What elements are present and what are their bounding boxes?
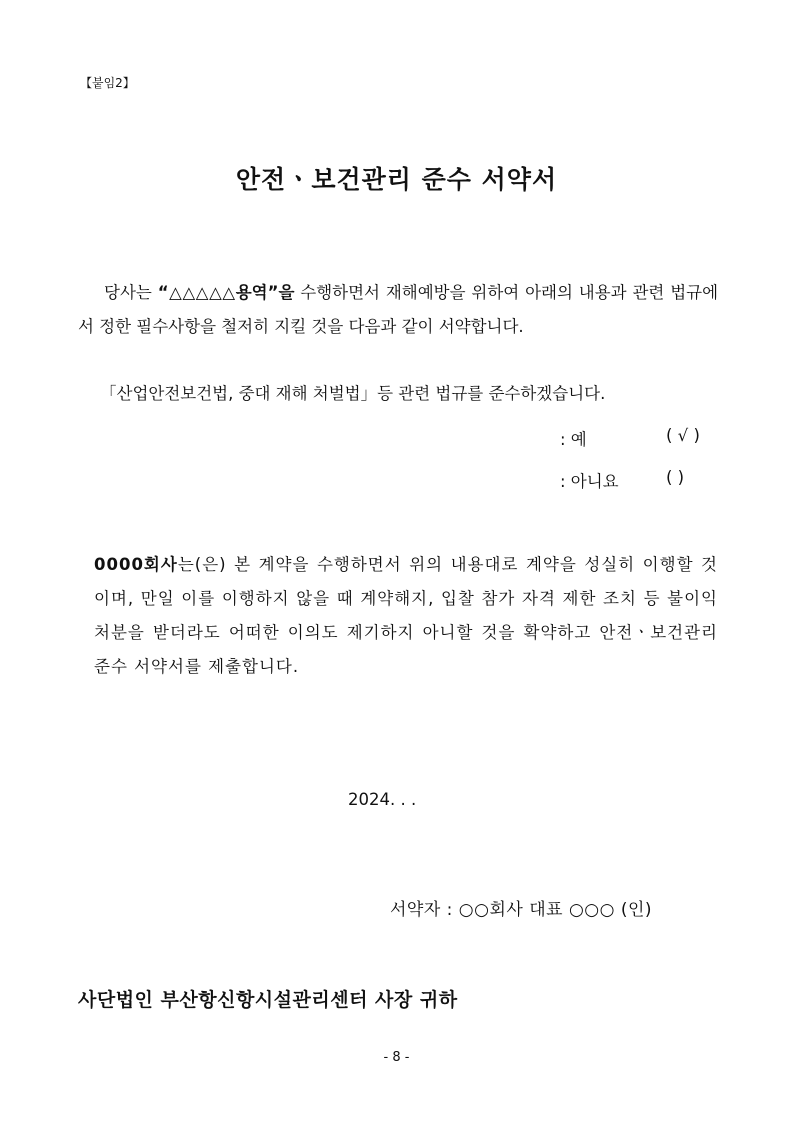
commitment-paragraph — [94, 548, 718, 684]
company-name: 0000회사 — [94, 555, 178, 574]
option-no-checkbox[interactable]: ( ) — [666, 468, 685, 487]
date-line: 2024. . . — [348, 790, 417, 809]
project-name: “△△△△△용역”을 — [157, 283, 295, 302]
page-number: - 8 - — [383, 1050, 410, 1065]
intro-rest: 수행하면서 재해예방을 위하여 아래의 내용과 관련 법규에서 정한 필수사항을 철저히 지킬 것을 다음과 같이 서약합니다. — [78, 283, 719, 336]
intro-paragraph — [78, 276, 718, 344]
pledge-statement: 「산업안전보건법, 중대 재해 처벌법」등 관련 법규를 준수하겠습니다. — [100, 384, 606, 403]
commitment-text: 는(은) 본 계약을 수행하면서 위의 내용대로 계약을 성실히 이행할 것이며, 만일 이를 이행하지 않을 때 계약해지, 입찰 참가 자격 제한 조치 등 불이익 처분을 받더라도 어떠한 이의도 제기하지 아니할 것을 확약하고 안전ㆍ보건관리 준수 서약서를 제출합니다. — [94, 555, 718, 676]
signer-line: 서약자 : ○○회사 대표 ○○○ (인) — [390, 900, 653, 920]
document-title: 안전ㆍ보건관리 준수 서약서 — [235, 165, 558, 194]
recipient-line: 사단법인 부산항신항시설관리센터 사장 귀하 — [78, 989, 458, 1011]
attachment-tag: 【붙임2】 — [80, 76, 135, 90]
intro-lead: 당사는 — [104, 283, 158, 302]
option-yes-label: : 예 — [560, 430, 587, 449]
option-yes-checkbox[interactable]: ( √ ) — [666, 426, 700, 445]
option-no-label: : 아니요 — [560, 472, 619, 491]
